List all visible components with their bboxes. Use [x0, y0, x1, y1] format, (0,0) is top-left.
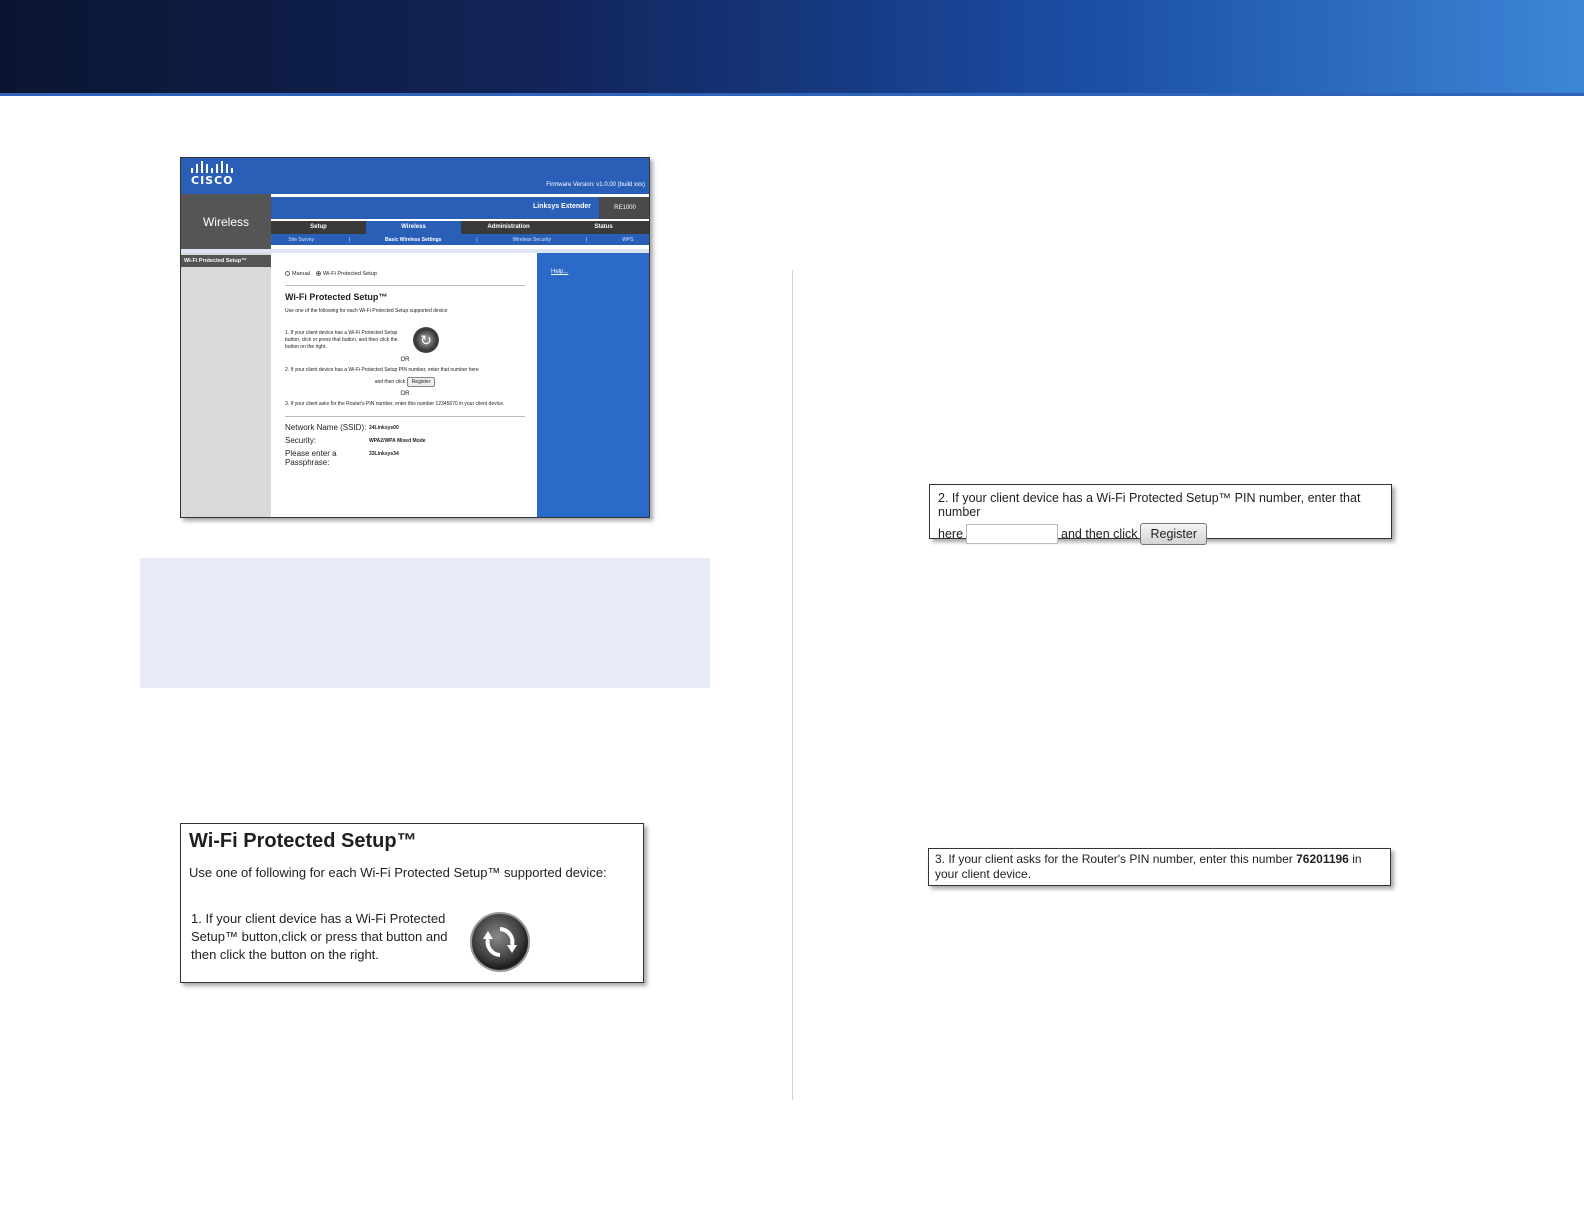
register-button[interactable]: Register [407, 377, 436, 387]
radio-selected-icon [316, 271, 321, 276]
router-header [181, 158, 649, 194]
router-pin-number: 76201196 [1296, 852, 1349, 866]
wps-button-icon[interactable]: ↻ [413, 327, 439, 353]
router-pin-text: 3. If your client asks for the Router's PIN number, enter this number [935, 852, 1297, 866]
sub-tabs [271, 234, 650, 245]
radio-wps-label: Wi-Fi Protected Setup [323, 271, 377, 277]
step-2-register-row [285, 377, 525, 387]
tab-status[interactable]: Status [594, 224, 613, 230]
subtab-wireless-security[interactable]: Wireless Security [512, 236, 552, 243]
pin-then-label: and then click [1061, 527, 1138, 541]
router-pin-screenshot [928, 848, 1391, 886]
step-1 [285, 327, 525, 353]
register-button[interactable]: Register [1140, 523, 1207, 545]
pin-section-screenshot [929, 484, 1392, 539]
left-section-label: Wi-Fi Protected Setup™ [181, 255, 271, 267]
cisco-logo [191, 161, 234, 187]
model-name: RE1000 [599, 197, 650, 219]
product-bar [271, 197, 650, 219]
or-separator: OR [400, 391, 410, 397]
note-box [140, 558, 710, 688]
step-2-label: and then click [374, 379, 406, 385]
panel-intro: Use one of the following for each Wi-Fi Protected Setup supported device [285, 308, 448, 314]
pin-input-row [938, 523, 1383, 545]
tab-setup[interactable]: Setup [310, 224, 327, 230]
wps-main-panel [273, 253, 535, 518]
wps-description: Use one of following for each Wi-Fi Protected Setup™ supported device: [189, 865, 607, 880]
step-2-text: 2. If your client device has a Wi-Fi Protected Setup PIN number, enter that number here [285, 367, 479, 373]
step-1-text: 1. If your client device has a Wi-Fi Protected Setup button, click or press that button, and then click the button on the right. [285, 329, 398, 350]
router-pin-text-end: in your client device. [935, 852, 1362, 881]
tab-administration[interactable]: Administration [487, 224, 530, 230]
column-divider [792, 270, 793, 1100]
subtab-separator: | [348, 236, 351, 243]
or-separator: OR [400, 357, 410, 363]
header-banner [0, 0, 1584, 96]
divider [285, 416, 525, 417]
ssid-label: Network Name (SSID): [285, 423, 367, 432]
passphrase-value: 33Linksys34 [369, 451, 399, 457]
cisco-bars-icon [191, 161, 234, 173]
step-3-text: 3. If your client asks for the Router's PIN number, enter this number 12345670 in your client device. [285, 401, 505, 407]
pin-here-label: here [938, 527, 964, 541]
subtab-site-survey[interactable]: Site Survey [288, 236, 314, 243]
wps-section-screenshot [180, 823, 644, 983]
product-name: Linksys Extender [533, 203, 591, 210]
ssid-value: 24Linksys00 [369, 425, 399, 431]
section-title: Wireless [181, 194, 271, 249]
firmware-version: Firmware Version: v1.0.00 (build xxx) [546, 182, 645, 188]
wps-step-1: 1. If your client device has a Wi-Fi Protected Setup™ button,click or press that button and then click the button on the right. [191, 911, 448, 962]
divider [285, 285, 525, 286]
router-screenshot [180, 157, 650, 518]
mode-radios [285, 271, 525, 277]
subtab-separator: | [585, 236, 588, 243]
left-column [181, 253, 271, 518]
panel-title: Wi-Fi Protected Setup™ [285, 292, 388, 302]
main-tabs [271, 221, 650, 234]
subtab-wps[interactable]: WPS [622, 236, 634, 243]
wps-arrows-icon [481, 923, 519, 961]
pin-input[interactable] [966, 524, 1058, 544]
security-label: Security: [285, 436, 317, 445]
passphrase-label: Please enter a Passphrase: [285, 449, 337, 467]
wps-title: Wi-Fi Protected Setup™ [189, 830, 417, 852]
subtab-basic-wireless[interactable]: Basic Wireless Settings [385, 236, 442, 243]
subtab-separator: | [476, 236, 478, 243]
help-link[interactable]: Help... [551, 269, 569, 275]
wps-button-icon[interactable] [470, 912, 530, 972]
help-column [537, 253, 650, 518]
brand-name: CISCO [191, 174, 234, 187]
network-info [285, 423, 525, 467]
radio-manual[interactable] [285, 271, 310, 277]
radio-icon [285, 271, 290, 276]
radio-wps[interactable] [316, 271, 377, 277]
radio-manual-label: Manual [292, 271, 311, 277]
tab-wireless[interactable]: Wireless [366, 221, 461, 234]
pin-step-text: 2. If your client device has a Wi-Fi Protected Setup™ PIN number, enter that number [938, 491, 1361, 519]
security-value: WPA2/WPA Mixed Mode [369, 438, 426, 444]
